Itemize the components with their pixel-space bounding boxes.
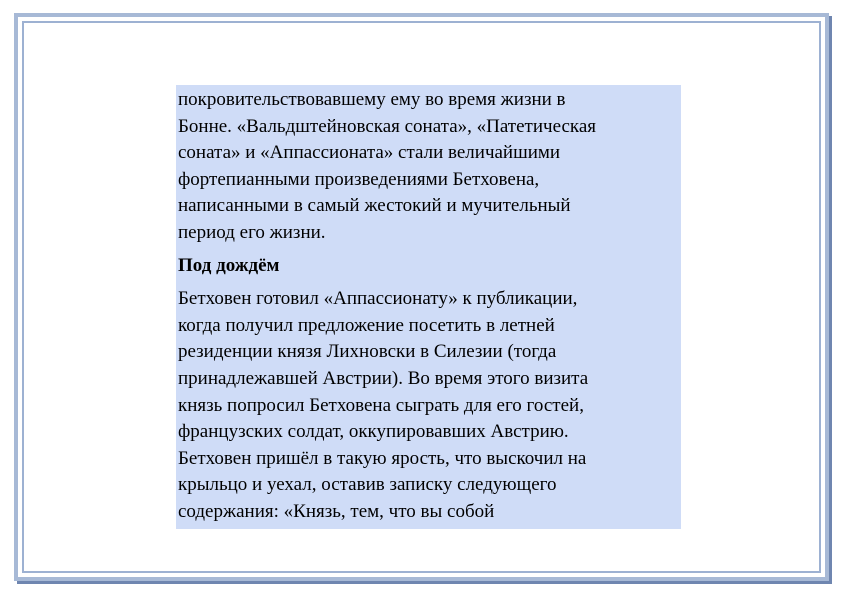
paragraph-line: Бонне. «Вальдштейновская соната», «Патетическая <box>178 115 597 137</box>
paragraph-2 <box>178 286 681 525</box>
paragraph-line: фортепианными произведениями Бетховена, <box>178 168 540 190</box>
paragraph-line: содержания: «Князь, тем, что вы собой <box>178 500 495 522</box>
paragraph-line: соната» и «Аппассионата» стали величайшими <box>178 142 561 164</box>
paragraph-line: покровительствовавшему ему во время жизни в <box>178 89 566 110</box>
paragraph-line: написанными в самый жестокий и мучительный <box>178 195 571 217</box>
paragraph-line: Бетховен готовил «Аппассионату» к публикации, <box>178 288 578 310</box>
text-block <box>176 85 681 529</box>
paragraph-line: князь попросил Бетховена сыграть для его гостей, <box>178 394 584 416</box>
paragraph-line: период его жизни. <box>178 221 326 243</box>
paragraph-line: крыльцо и уехал, оставив записку следующего <box>178 474 557 496</box>
paragraph-line: французских солдат, оккупировавших Австрию. <box>178 421 569 443</box>
paragraph-1 <box>178 87 681 247</box>
section-heading: Под дождём <box>178 254 280 276</box>
paragraph-line: принадлежавшей Австрии). Во время этого визита <box>178 367 589 389</box>
paragraph-line: резиденции князя Лихновски в Силезии (тогда <box>178 341 557 363</box>
paragraph-line: когда получил предложение посетить в летней <box>178 314 555 336</box>
paragraph-line: Бетховен пришёл в такую ярость, что выскочил на <box>178 447 587 469</box>
